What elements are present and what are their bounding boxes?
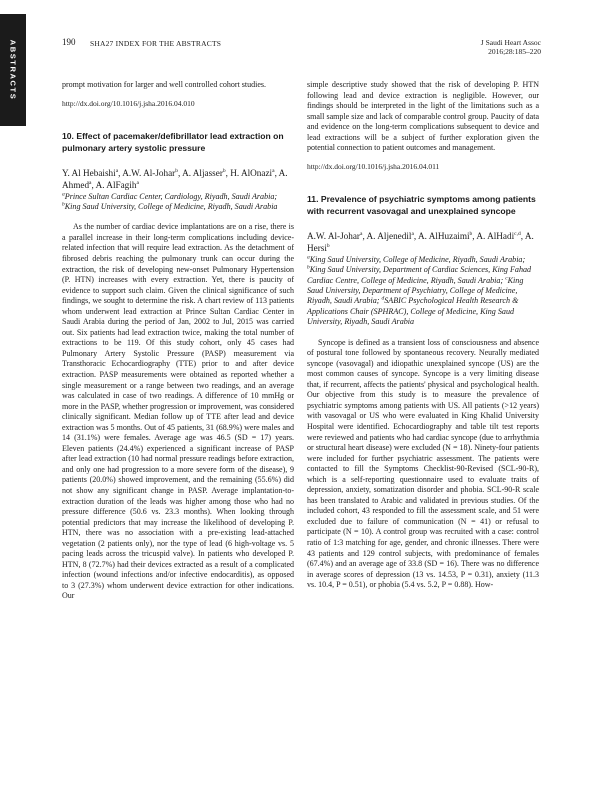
right-column [307,80,539,591]
article-11-affiliations: $^a$King Saud University, College of Medicine, Riyadh, Saudi Arabia; $^b$King Saud University, Department of Cardiac Sciences, King Fahad Cardiac Centre, College of Medicine, Riyadh, Saudi Arabia; $^c$King Saud University, Department of Psychiatry, College of Medicine, Riyadh, Saudi Arabia; $^d$SABIC Psychological Health Research & Applications Chair (SPHRAC), College of Medicine, King Saud University, Riyadh, Saudi Arabia [307,254,532,327]
previous-doi-link[interactable]: http://dx.doi.org/10.1016/j.jsha.2016.04.010 [62,98,195,108]
article-10-affiliations: $^a$Prince Sultan Cardiac Center, Cardiology, Riyadh, Saudi Arabia; $^b$King Saud University, College of Medicine, Riyadh, Saudi Arabia [62,190,278,211]
left-column [62,80,294,602]
journal-volume: 2016;28:185–220 [488,47,541,56]
article-11-body: Syncope is defined as a transient loss of consciousness and absence of postural tone followed by spontaneous recovery. Neurally mediated syncope (vasovagal) and idiopathic unexplained syncope (US) are the most common causes of syncope. Syncope is a very limiting disease that, if recurrent, affects the patients' physical and psychological health. Our objective from this study is to measure the prevalence of psychiatric symptoms among patients with US. All patients (>12 years) with vasovagal or US who were evaluated in King Khalid University Hospital were identified. Echocardiography and table tilt test reports were reviewed and patients who had cardiac syncope (due to arrhythmia or structural heart disease) were excluded (N = 18). Ninety-four patients were included for further psychiatric assessment. The patients were contacted to fill the Symptoms Checklist-90-Revised (SCL-90-R), which is a self-reporting questionnaire used to evaluate traits of depression, anxiety, somatization disorder and phobia. SCL-90-R scale has been translated to Arabic and validated in previous studies. Of the included cohort, 43 responded to fill the assessment scale, and 51 were excluded due to failure of communication (N = 41) or refusal to participate (N = 10). A control group was recruited with a case: control ratio of 1:3 matching for age, gender, and chronic illnesses. There were 43 patients and 129 control subjects, with predominance of females (67.4%) and an average age of 33.8 (SD = 16). There was no difference in average scores of depression (13 vs. 14.53, P = 0.31), anxiety (11.3 vs. 10.4, P = 0.51), or phobia (5.4 vs. 5.2, P = 0.88). How- [307,337,539,590]
article-10-title: 10. Effect of pacemaker/defibrillator lead extraction on pulmonary artery systolic pressure [62,131,284,153]
article-10-body: As the number of cardiac device implantations are on a rise, there is a parallel increase in their long-term complications including device-related infection that will require lead extraction. As the detachment of fibrosed debris reaching the pulmonary trunk can occur during the extraction, the risk of developing new-onset Pulmonary Hypertension (P. HTN) increases with every extraction. Yet, there is paucity of evidence to support such claim. Given the clinical significance of such findings, we sought to determine the risk. A chart review of 113 patients whom underwent lead extraction at Prince Sultan Cardiac Center in Saudi Arabia during the period of Jan, 2002 to Jul, 2015 was carried out. Six patients had lead extraction twice, making the total number of extractions to be 119. Of this study cohort, only 45 cases had Pulmonary Artery Systolic Pressure (PASP) measurement via Transthoracic Echocardiography (TTE) prior to and after device extraction. PASP measurements were obtained as reported whether a single measurement or a range between two readings, and an average was calculated in case of two readings. A difference of 10 mmHg or more in the PASP, whether progression or improvement, was considered clinically significant. Median follow up of TTE after lead and device extraction was 5 months. Out of 45 patients, 31 (68.9%) were males and 14 (31.1%) were females. Average age was 46.5 (SD = 17) years. Eleven patients (24.4%) experienced a significant increase of PASP after lead extraction (10 had normal pressure readings before extraction, and only one had progression to a more severe form of the disease), 9 patients (20.0%) showed improvement, and the remaining (55.6%) did not show any significant change in PASP. Average implantation-to-extraction duration of the leads was higher among those who had no pressure difference (50.6 vs. 23.3 months). When looking through potential predictors that may increase the likelihood of developing P. HTN, there was no association with a pre-existing lead-attached vegetation (2 patients only), nor the type of lead (6 high-voltage vs. 5 pacing leads across the tricuspid valve). In patients who developed P. HTN, 8 (72.7%) had their devices extracted as a result of a complicated infection (wound infections and/or infective endocarditis), as opposed to 3 (27.3%) whom underwent device extraction for other indications. Our [62,222,294,601]
article-10-authors: Y. Al Hebaishi$^a$, A.W. Al-Johar$^b$, A. Aljasser$^b$, H. AlOnazi$^a$, A. Ahmed$^a$, A. AlFagih$^a$ [62,167,288,190]
continued-text: prompt motivation for larger and well controlled cohort studies. [62,80,267,89]
article-11-title: 11. Prevalence of psychiatric symptoms among patients with recurrent vasovagal and unexplained syncope [307,194,536,216]
article-11-authors: A.W. Al-Johar$^a$, A. Aljenedil$^a$, A. AlHuzaimi$^b$, A. AlHadi$^{c,d}$, A. Hersi$^b$ [307,231,534,253]
page-header [62,38,541,58]
section-side-tab [0,14,26,126]
article-10-doi-link[interactable]: http://dx.doi.org/10.1016/j.jsha.2016.04.011 [307,161,440,171]
page-number: 190 [62,37,76,47]
journal-citation [481,38,541,56]
section-side-tab-label: ABSTRACTS [8,39,18,101]
journal-name: J Saudi Heart Assoc [480,38,541,47]
article-10-continued-text: simple descriptive study showed that the risk of developing P. HTN following lead and device extraction is negligible. However, our findings should be interpreted in the light of the limitations such as a small sample size and lack of comparable control group. Paucity of data and evidence on the long-term complications subsequent to device and lead extractions will be a subject of further exploration given the potential connection to patient outcomes and management. [307,80,539,153]
running-section-title: SHA27 INDEX FOR THE ABSTRACTS [90,39,222,48]
